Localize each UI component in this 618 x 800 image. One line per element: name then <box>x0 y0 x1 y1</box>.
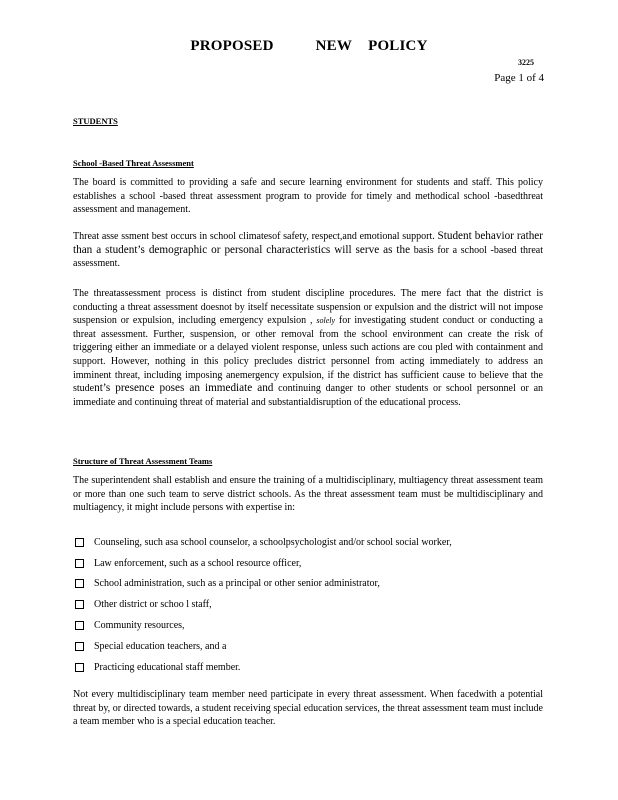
expertise-list <box>73 532 543 678</box>
paragraph-discipline-part2: for investigating student conduct or conducting a threat assessment. Further, suspension, or other removal from the school environment can create the risk of triggering either an immediate or a delayed violent response, unless such actions are cou pled with containment and support. However, nothing in this policy precludes district personnel from acting immediately to address an imminent threat, including imposing anemergency expulsion, if the district has sufficient cause to believe that the stude <box>73 315 543 395</box>
list-item-text: Practicing educational staff member. <box>94 661 241 673</box>
checkbox-icon <box>75 642 84 651</box>
list-item-text: Special education teachers, and a <box>94 640 227 652</box>
list-item <box>73 574 543 595</box>
checkbox-icon <box>75 579 84 588</box>
paragraph-discipline-emphasis: solely <box>316 316 336 326</box>
paragraph-board-commitment: The board is committed to providing a safe and secure learning environment for students and staff. This policy establishes a school -based threat assessment program to provide for timely and methodical school -basedthreat assessment and management. <box>73 177 543 216</box>
list-item <box>73 615 543 636</box>
checkbox-icon <box>75 559 84 568</box>
list-item <box>73 657 543 678</box>
list-item-text: Law enforcement, such as a school resource officer, <box>94 557 302 569</box>
paragraph-discipline-part3: continuing danger to other students or school personnel or an immediate and continuing threat of material and substantialdisruption of the educational process. <box>73 383 544 408</box>
list-item <box>73 553 543 574</box>
title-word-new: NEW <box>315 38 353 54</box>
paragraph-discipline-large-text: nt’s presence poses an immediate and <box>94 382 274 395</box>
checkbox-icon <box>75 621 84 630</box>
list-item-text: Other district or schoo l staff, <box>94 599 212 611</box>
section-heading-school-based-threat-assessment: School -Based Threat Assessment <box>73 158 194 168</box>
paragraph-discipline-distinction <box>73 287 543 409</box>
list-item <box>73 594 543 615</box>
list-item <box>73 532 543 553</box>
paragraph-school-climate <box>73 230 543 271</box>
paragraph-team-participation: Not every multidisciplinary team member need participate in every threat assessment. When facedwith a potential threat by, or directed towards, a student receiving special education services, the threat assessment team must include a team member who is a special education teacher. <box>73 689 543 728</box>
paragraph-school-climate-line2: Student behavior rather than a student’s demographic or personal characteristics will serve as the <box>73 230 543 256</box>
title-word-policy: POLICY <box>368 38 428 54</box>
paragraph-discipline-part1: The threatassessment process is distinct from student discipline procedures. The mere fact that the district is conducting a threat assessment doesnot by itself necessitate suspension or expulsion and the district will not impose suspension or expulsion, including emergency expulsion , <box>73 288 543 327</box>
list-item-text: Community resources, <box>94 620 185 632</box>
document-title <box>0 38 618 55</box>
list-item-text: Counseling, such asa school counselor, a schoolpsychologist and/or school social worker, <box>94 536 452 548</box>
checkbox-icon <box>75 538 84 547</box>
paragraph-superintendent: The superintendent shall establish and ensure the training of a multidisciplinary, multiagency threat assessment team or more than one such team to serve district schools. As the threat assessment team must be multidisciplinary and multiagency, it might include persons with expertise in: <box>73 475 543 514</box>
section-heading-threat-assessment-teams: Structure of Threat Assessment Teams <box>73 456 213 466</box>
list-item-text: School administration, such as a principal or other senior administrator, <box>94 578 380 590</box>
section-heading-students: STUDENTS <box>73 116 118 126</box>
title-word-proposed: PROPOSED <box>190 38 274 54</box>
page-indicator: Page 1 of 4 <box>494 72 544 84</box>
checkbox-icon <box>75 600 84 609</box>
list-item <box>73 636 543 657</box>
policy-number: 3225 <box>518 58 534 67</box>
checkbox-icon <box>75 663 84 672</box>
paragraph-school-climate-line3: basis for a school -based threat assessment. <box>73 244 544 270</box>
paragraph-school-climate-line1: Threat asse ssment best occurs in school climatesof safety, respect,and emotional support. <box>73 231 435 242</box>
